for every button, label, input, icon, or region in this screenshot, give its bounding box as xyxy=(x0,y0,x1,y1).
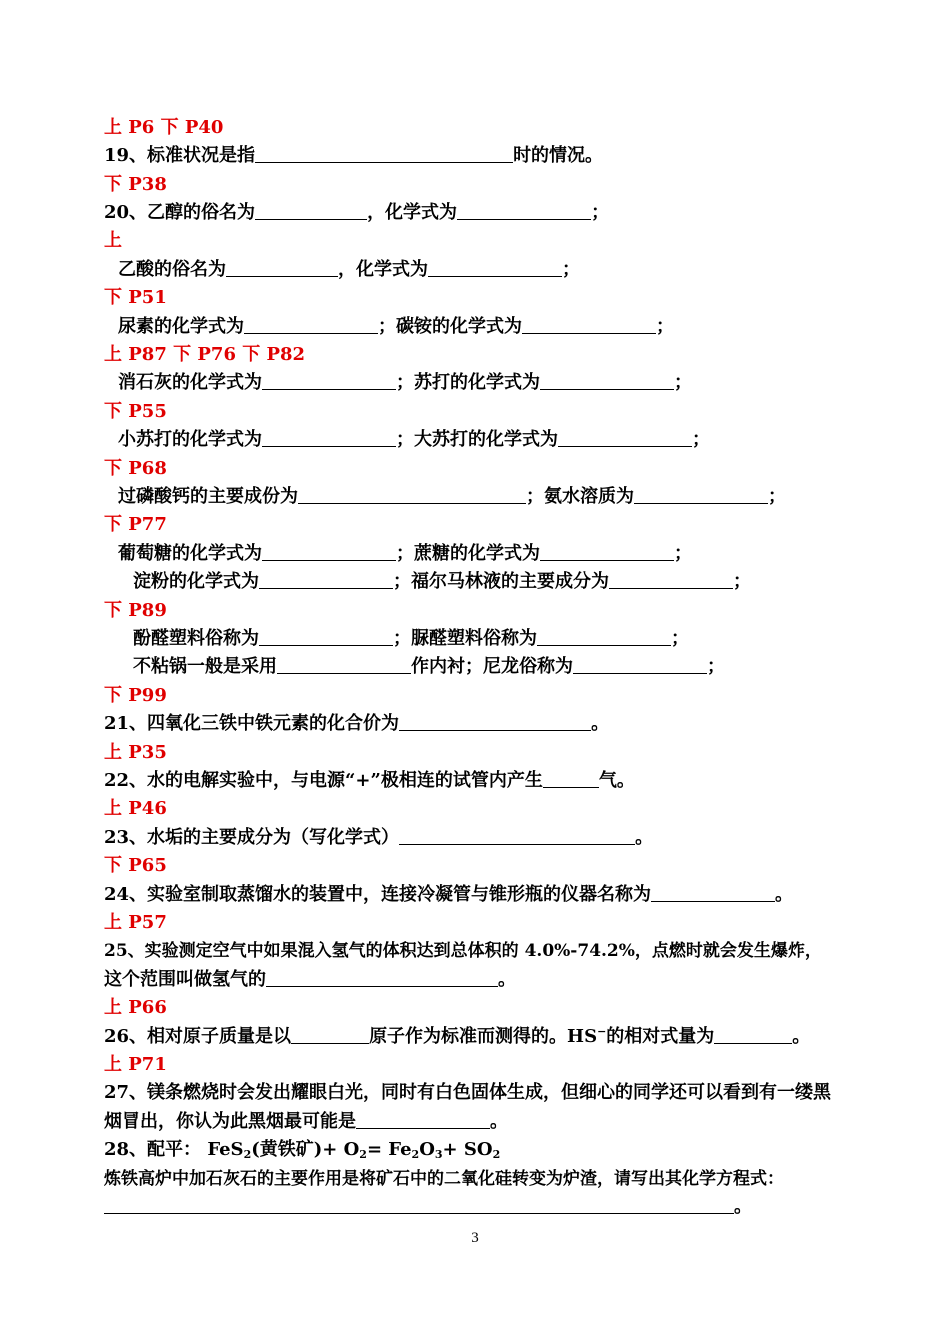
page-ref: 上 xyxy=(104,230,122,251)
answer-blank[interactable] xyxy=(255,142,513,163)
question-28-line: 炼铁高炉中加石灰石的主要作用是将矿石中的二氧化硅转变为炉渣，请写出其化学方程式： xyxy=(104,1169,784,1189)
answer-blank[interactable] xyxy=(226,256,338,277)
answer-blank[interactable] xyxy=(714,1023,792,1044)
page-ref: 上 P57 xyxy=(104,912,167,933)
page-ref: 下 P38 xyxy=(104,174,167,195)
answer-blank[interactable] xyxy=(558,426,692,447)
page-ref: 上 P46 xyxy=(104,798,167,819)
answer-blank[interactable] xyxy=(298,483,526,504)
question-25-line: 这个范围叫做氢气的 。 xyxy=(104,966,890,994)
question-28: 28、配平： FeS$_2$(黄铁矿)+ $O_2= Fe_2O_3+ SO_2$ xyxy=(104,1139,501,1161)
page-ref: 下 P65 xyxy=(104,855,167,876)
page-ref: 下 P68 xyxy=(104,458,167,479)
question-28-line: 。 xyxy=(104,1193,890,1221)
answer-blank[interactable] xyxy=(543,767,599,788)
answer-blank[interactable] xyxy=(244,313,378,334)
answer-blank[interactable] xyxy=(634,483,768,504)
answer-blank[interactable] xyxy=(259,625,393,646)
question-20-line: 小苏打的化学式为 ；大苏打的化学式为 ； xyxy=(118,426,890,454)
page-ref: 下 P99 xyxy=(104,685,167,706)
answer-blank[interactable] xyxy=(428,256,562,277)
answer-blank[interactable] xyxy=(399,824,635,845)
question-20-line: 淀粉的化学式为 ；福尔马林液的主要成分为 ； xyxy=(133,568,890,596)
answer-blank[interactable] xyxy=(356,1108,490,1129)
page-ref: 下 P51 xyxy=(104,287,167,308)
answer-blank[interactable] xyxy=(266,966,498,987)
answer-blank[interactable] xyxy=(573,653,707,674)
answer-blank[interactable] xyxy=(609,568,733,589)
answer-blank[interactable] xyxy=(277,653,411,674)
page-ref: 下 P89 xyxy=(104,600,167,621)
question-20-line: 尿素的化学式为 ；碳铵的化学式为 ； xyxy=(118,313,890,341)
question-27-line: 烟冒出，你认为此黑烟最可能是 。 xyxy=(104,1108,890,1136)
question-21: 21、四氧化三铁中铁元素的化合价为 。 xyxy=(104,710,890,738)
question-26: 26、相对原子质量是以 原子作为标准而测得的。HS−的相对式量为 。 xyxy=(104,1025,811,1047)
answer-blank[interactable] xyxy=(540,369,674,390)
answer-blank[interactable] xyxy=(540,540,674,561)
question-20: 20、乙醇的俗名为 ，化学式为 ； xyxy=(104,199,890,227)
page-ref: 上 P71 xyxy=(104,1054,167,1075)
question-25: 25、实验测定空气中如果混入氢气的体积达到总体积的 4.0%-74.2%，点燃时就会发生爆炸， xyxy=(104,941,822,961)
page-ref: 上 P87 下 P76 下 P82 xyxy=(104,344,306,365)
answer-blank[interactable] xyxy=(522,313,656,334)
question-20-line: 乙酸的俗名为 ，化学式为 ； xyxy=(118,256,890,284)
question-20-line: 过磷酸钙的主要成份为 ；氨水溶质为 ； xyxy=(118,483,890,511)
question-22: 22、水的电解实验中，与电源“+”极相连的试管内产生 气。 xyxy=(104,767,890,795)
question-24: 24、实验室制取蒸馏水的装置中，连接冷凝管与锥形瓶的仪器名称为 。 xyxy=(104,881,890,909)
question-27: 27、镁条燃烧时会发出耀眼白光，同时有白色固体生成，但细心的同学还可以看到有一缕黑 xyxy=(104,1082,832,1103)
question-20-line: 葡萄糖的化学式为 ；蔗糖的化学式为 ； xyxy=(118,540,890,568)
page-ref: 下 P77 xyxy=(104,514,167,535)
answer-blank[interactable] xyxy=(259,568,393,589)
answer-blank[interactable] xyxy=(255,199,367,220)
answer-blank[interactable] xyxy=(537,625,671,646)
page-ref: 上 P66 xyxy=(104,997,167,1018)
answer-blank[interactable] xyxy=(457,199,591,220)
page-ref: 上 P35 xyxy=(104,742,167,763)
answer-blank[interactable] xyxy=(262,369,396,390)
question-20-line: 不粘锅一般是采用 作内衬；尼龙俗称为 ； xyxy=(133,653,890,681)
answer-blank[interactable] xyxy=(262,540,396,561)
question-19: 19、标准状况是指 时的情况。 xyxy=(104,142,890,170)
answer-blank[interactable] xyxy=(262,426,396,447)
page-number: 3 xyxy=(471,1230,479,1246)
answer-blank[interactable] xyxy=(291,1023,369,1044)
page-ref: 下 P55 xyxy=(104,401,167,422)
question-20-line: 消石灰的化学式为 ；苏打的化学式为 ； xyxy=(118,369,890,397)
answer-blank[interactable] xyxy=(651,881,775,902)
question-20-line: 酚醛塑料俗称为 ；脲醛塑料俗称为 ； xyxy=(133,625,890,653)
page-ref: 上 P6 下 P40 xyxy=(104,117,224,138)
answer-blank[interactable] xyxy=(399,710,591,731)
answer-blank[interactable] xyxy=(104,1193,734,1214)
question-23: 23、水垢的主要成分为（写化学式） 。 xyxy=(104,824,890,852)
